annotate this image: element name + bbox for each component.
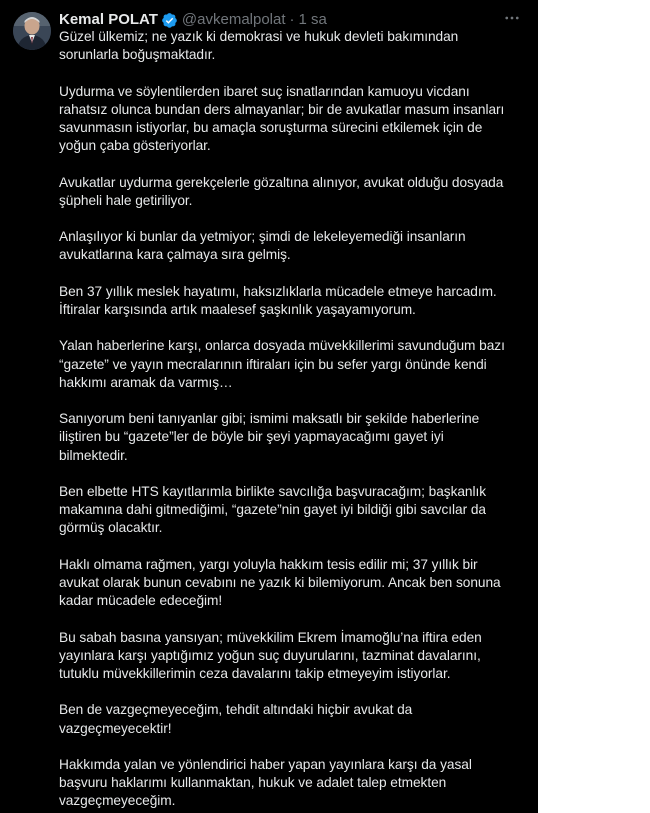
- tweet-paragraph: Uydurma ve söylentilerden ibaret suç isnatlarından kamuoyu vicdanı rahatsız olunca bundan ders almayanlar; bir de avukatlar masum insanları savunmasın istiyorlar, bu amaçla soruşturma sürecini etkilemek için de yoğun çaba gösteriyorlar.: [59, 83, 505, 154]
- tweet-paragraph: Sanıyorum beni tanıyanlar gibi; ismimi maksatlı bir şekilde haberlerine iliştiren bu “gazete”ler de böyle bir şeyi yapmayacağımı gayet iyi bilmektedir.: [59, 411, 480, 463]
- tweet-paragraph: Ben de vazgeçmeyeceğim, tehdit altındaki hiçbir avukat da vazgeçmeyecektir!: [59, 702, 413, 736]
- tweet-timestamp[interactable]: 1 sa: [298, 11, 327, 28]
- tweet-paragraph: Anlaşılıyor ki bunlar da yetmiyor; şimdi de lekeleyemediği insanların avukatlarına kara çalmaya sıra gelmiş.: [59, 229, 466, 263]
- tweet-paragraph: Bu sabah basına yansıyan; müvekkilim Ekrem İmamoğlu’na iftira eden yayınlara karşı yaptığımız yoğun suç duyurularını, tazminat davalarını, tutuklu müvekkillerimin ceza davalarını takip etmeyeyim istiyorlar.: [59, 629, 482, 681]
- avatar[interactable]: [13, 12, 51, 50]
- tweet-paragraph: Haklı olmama rağmen, yargı yoluyla hakkım tesis edilir mi; 37 yıllık bir avukat olarak bunun cevabını ne yazık ki bilemiyorum. Ancak ben sonuna kadar mücadele edeceğim!: [59, 556, 501, 609]
- tweet-text: [59, 28, 529, 811]
- author-handle[interactable]: @avkemalpolat: [181, 11, 286, 28]
- tweet-paragraph: Avukatlar uydurma gerekçelerle gözaltına alınıyor, avukat olduğu dosyada şüpheli hale getiriliyor.: [59, 174, 504, 208]
- avatar-portrait-icon: [13, 12, 51, 50]
- verified-badge-icon: [161, 12, 178, 29]
- tweet-paragraph: Ben 37 yıllık meslek hayatımı, haksızlıklarla mücadele etmeye harcadım. İftiralar karşısında artık maalesef şaşkınlık yaşayamıyorum.: [59, 283, 497, 317]
- tweet-paragraph: Yalan haberlerine karşı, onlarca dosyada müvekkillerimi savunduğum bazı “gazete” ve yayın mecralarının iftiraları için bu sefer yargı önünde kendi hakkımı aramak da varmış…: [59, 338, 505, 390]
- author-display-name[interactable]: Kemal POLAT: [59, 11, 158, 28]
- more-options-button[interactable]: [498, 6, 526, 30]
- more-dots-icon: [503, 9, 521, 27]
- tweet-paragraph: Güzel ülkemiz; ne yazık ki demokrasi ve hukuk devleti bakımından sorunlarla boğuşmaktadır.: [59, 29, 459, 63]
- header-separator: ·: [289, 11, 295, 28]
- tweet-header: [59, 11, 327, 29]
- tweet-paragraph: Ben elbette HTS kayıtlarımla birlikte savcılığa başvuracağım; başkanlık makamına dahi gitmediğimi, “gazete”nin gayet iyi bildiği gibi savcılar da görmüş olacaktır.: [59, 483, 487, 536]
- tweet-paragraph: Hakkımda yalan ve yönlendirici haber yapan yayınlara karşı da yasal başvuru haklarımı kullanmaktan, hukuk ve adalet talep etmekten vazgeçmeyeceğim.: [59, 756, 472, 809]
